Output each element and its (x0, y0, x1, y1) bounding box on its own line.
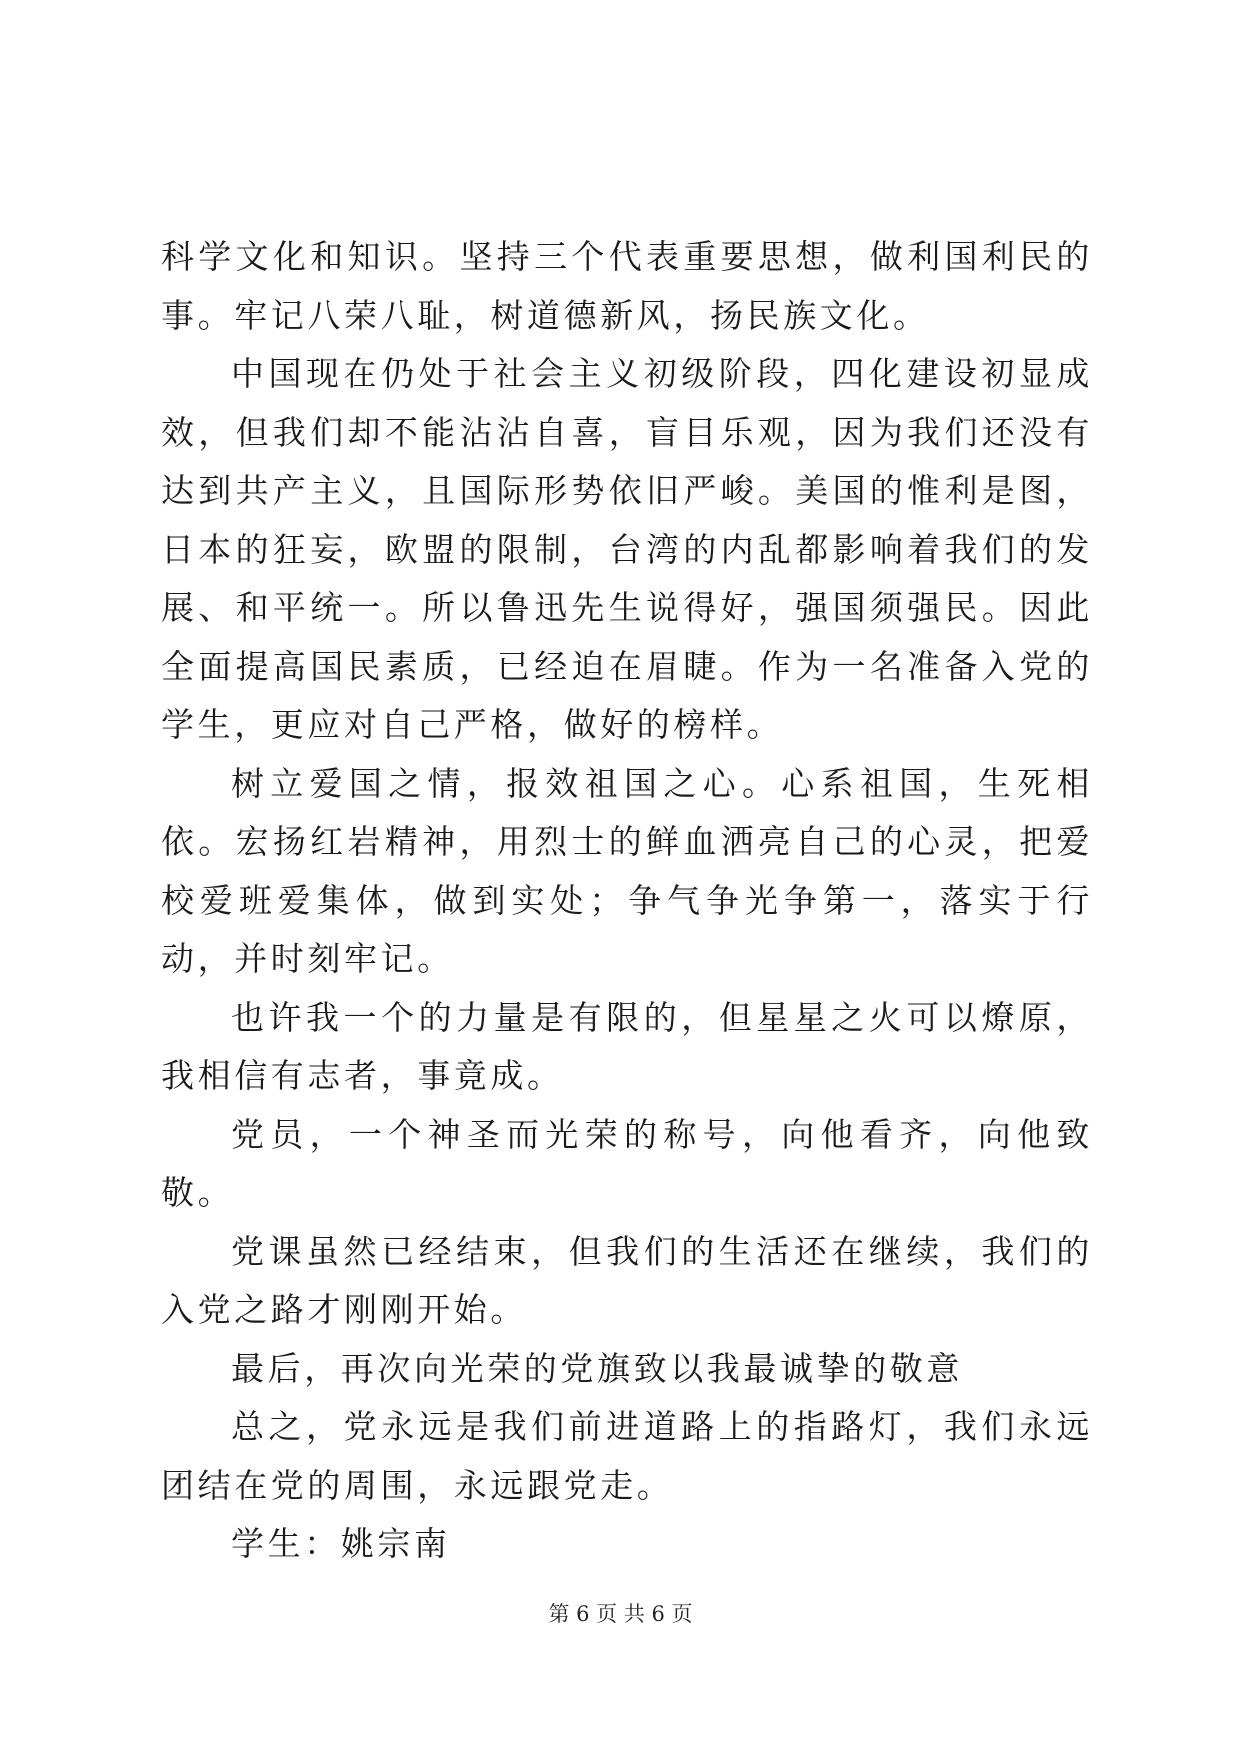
paragraph-party-class: 党课虽然已经结束，但我们的生活还在继续，我们的入党之路才刚刚开始。 (161, 1231, 1093, 1329)
paragraph-national-situation: 中国现在仍处于社会主义初级阶段，四化建设初显成效，但我们却不能沾沾自喜，盲目乐观，因为我们还没有达到共产主义，且国际形势依旧严峻。美国的惟利是图，日本的狂妄，欧盟的限制，台湾的内乱都影响着我们的发展、和平统一。所以鲁迅先生说得好，强国须强民。因此全面提高国民素质，已经迫在眉睫。作为一名准备入党的学生，更应对自己严格，做好的榜样。 (161, 354, 1093, 744)
document-body (161, 228, 1093, 1574)
paragraph-continuation: 科学文化和知识。坚持三个代表重要思想，做利国利民的事。牢记八荣八耻，树道德新风，扬民族文化。 (161, 237, 1093, 335)
page-number-footer: 第 6 页 共 6 页 (548, 1602, 693, 1626)
paragraph-salute: 最后，再次向光荣的党旗致以我最诚挚的敬意 (231, 1348, 963, 1388)
paragraph-party-member: 党员，一个神圣而光荣的称号，向他看齐，向他致敬。 (161, 1114, 1093, 1212)
paragraph-conclusion: 总之，党永远是我们前进道路上的指路灯，我们永远团结在党的周围，永远跟党走。 (161, 1407, 1093, 1505)
paragraph-patriotism: 树立爱国之情，报效祖国之心。心系祖国，生死相依。宏扬红岩精神，用烈士的鲜血洒亮自己的心灵，把爱校爱班爱集体，做到实处；争气争光争第一，落实于行动，并时刻牢记。 (161, 763, 1093, 978)
paragraph-spark: 也许我一个的力量是有限的，但星星之火可以燎原，我相信有志者，事竟成。 (161, 997, 1093, 1095)
signature-line: 学生：姚宗南 (231, 1524, 451, 1563)
